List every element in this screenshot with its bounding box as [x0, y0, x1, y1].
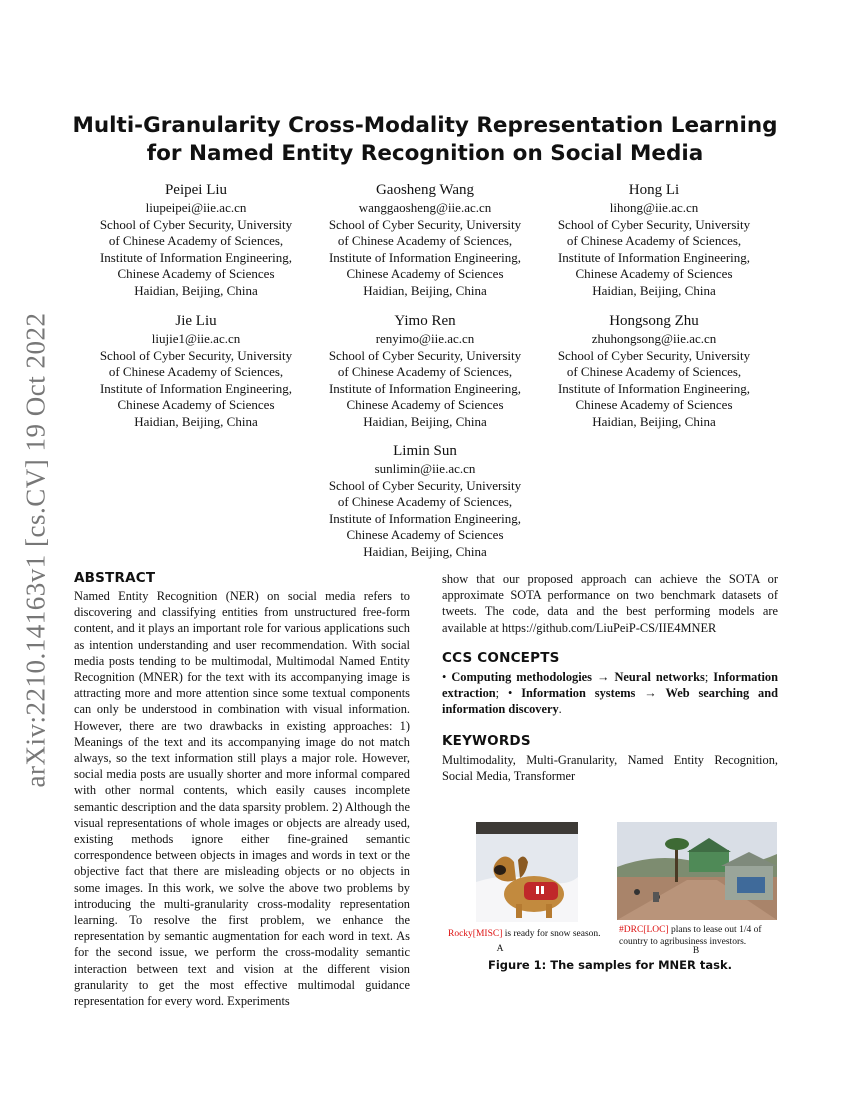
- author-affiliation-line: of Chinese Academy of Sciences,: [337, 494, 513, 509]
- keywords-text: Multimodality, Multi-Granularity, Named Entity Recognition, Social Media, Transformer: [442, 753, 778, 784]
- author-affiliation-line: Haidian, Beijing, China: [363, 413, 487, 429]
- paper-title: [60, 112, 790, 168]
- author-affiliation-line: Haidian, Beijing, China: [134, 413, 258, 429]
- author-affiliation-line: Haidian, Beijing, China: [363, 282, 487, 298]
- abstract-continued: show that our proposed approach can achieve the SOTA or approximate SOTA performance on two benchmark datasets of tweets. The code, data and the best performing models are available at https://github.com/LiuPeiP-CS/IIE4MNER: [442, 572, 778, 635]
- keywords-heading: KEYWORDS: [442, 733, 531, 749]
- author-affiliation-line: of Chinese Academy of Sciences,: [337, 233, 513, 248]
- author-email: zhuhongsong@iie.ac.cn: [591, 331, 717, 346]
- author-block: [80, 180, 312, 299]
- author-affiliation-line: School of Cyber Security, University: [328, 477, 522, 493]
- author-block: [538, 311, 770, 430]
- ccs-term: Computing methodologies: [451, 670, 592, 684]
- author-affiliation-line: of Chinese Academy of Sciences,: [566, 364, 742, 379]
- author-name: Peipei Liu: [164, 182, 228, 198]
- ccs-concepts-text: [442, 669, 778, 718]
- author-block: [309, 180, 541, 299]
- author-affiliation-line: Institute of Information Engineering,: [99, 249, 293, 265]
- entity-tag: Rocky[MISC]: [448, 929, 503, 939]
- author-affiliation-line: of Chinese Academy of Sciences,: [566, 233, 742, 248]
- ccs-term: Information extraction: [442, 670, 778, 701]
- ccs-separator: ; •: [495, 686, 522, 701]
- author-email: liupeipei@iie.ac.cn: [145, 200, 247, 215]
- author-affiliation-line: Institute of Information Engineering,: [328, 510, 522, 526]
- author-affiliation-line: School of Cyber Security, University: [328, 347, 522, 363]
- author-affiliation-line: Chinese Academy of Sciences: [575, 397, 733, 412]
- author-email: lihong@iie.ac.cn: [609, 200, 699, 215]
- author-name: Yimo Ren: [394, 313, 456, 329]
- author-email: liujie1@iie.ac.cn: [151, 331, 241, 346]
- author-affiliation-line: Institute of Information Engineering,: [557, 380, 751, 396]
- ccs-arrow: →: [635, 686, 666, 701]
- ccs-term: Web searching and information discovery: [442, 686, 779, 717]
- ccs-term: Information systems: [521, 686, 636, 701]
- author-block: [80, 311, 312, 430]
- author-affiliation-line: School of Cyber Security, University: [99, 216, 293, 232]
- author-email: wanggaosheng@iie.ac.cn: [358, 200, 492, 215]
- author-email: renyimo@iie.ac.cn: [375, 331, 475, 346]
- author-name: Gaosheng Wang: [375, 182, 475, 198]
- ccs-separator: ;: [704, 670, 714, 684]
- abstract-heading: ABSTRACT: [74, 570, 156, 586]
- figure-a-label: A: [496, 944, 504, 954]
- author-affiliation-line: Institute of Information Engineering,: [328, 380, 522, 396]
- author-affiliation-line: Haidian, Beijing, China: [592, 413, 716, 429]
- ccs-arrow: →: [592, 670, 615, 684]
- figure-a-image: [476, 822, 578, 922]
- author-affiliation-line: Institute of Information Engineering,: [328, 249, 522, 265]
- author-name: Limin Sun: [393, 443, 457, 459]
- title-line-1: Multi-Granularity Cross-Modality Representation Learning: [72, 113, 778, 138]
- author-affiliation-line: Chinese Academy of Sciences: [117, 266, 275, 281]
- author-affiliation-line: Chinese Academy of Sciences: [117, 397, 275, 412]
- ccs-heading: CCS CONCEPTS: [442, 650, 560, 666]
- figure-b-image: [617, 822, 777, 920]
- author-name: Jie Liu: [175, 313, 217, 329]
- author-affiliation-line: School of Cyber Security, University: [99, 347, 293, 363]
- author-affiliation-line: Haidian, Beijing, China: [134, 282, 258, 298]
- author-email: sunlimin@iie.ac.cn: [374, 461, 476, 476]
- caption-text: is ready for snow season.: [502, 929, 601, 939]
- figure-b-label: B: [692, 946, 700, 956]
- author-affiliation-line: Chinese Academy of Sciences: [346, 527, 504, 542]
- author-affiliation-line: Institute of Information Engineering,: [99, 380, 293, 396]
- author-affiliation-line: Chinese Academy of Sciences: [575, 266, 733, 281]
- dog-in-snow-illustration: [476, 822, 578, 922]
- author-affiliation-line: Institute of Information Engineering,: [557, 249, 751, 265]
- author-name: Hongsong Zhu: [609, 313, 699, 329]
- figure-b-caption: [619, 925, 779, 948]
- street-scene-illustration: [617, 822, 777, 920]
- ccs-end: .: [558, 702, 562, 717]
- author-affiliation-line: Haidian, Beijing, China: [363, 543, 487, 559]
- author-affiliation-line: Chinese Academy of Sciences: [346, 397, 504, 412]
- author-block: [538, 180, 770, 299]
- figure-a-caption: [448, 929, 608, 941]
- arxiv-sidebar: [6, 300, 66, 800]
- author-block: [309, 441, 541, 560]
- author-affiliation-line: School of Cyber Security, University: [557, 347, 751, 363]
- author-affiliation-line: Chinese Academy of Sciences: [346, 266, 504, 281]
- arxiv-identifier: arXiv:2210.14163v1 [cs.CV] 19 Oct 2022: [20, 312, 51, 788]
- author-name: Hong Li: [628, 182, 680, 198]
- title-line-2: for Named Entity Recognition on Social Media: [146, 141, 704, 166]
- author-affiliation-line: of Chinese Academy of Sciences,: [108, 364, 284, 379]
- author-affiliation-line: Haidian, Beijing, China: [592, 282, 716, 298]
- ccs-term: Neural networks: [614, 670, 705, 684]
- author-block: [309, 311, 541, 430]
- entity-tag: #DRC[LOC]: [619, 925, 669, 935]
- caption-text: plans to lease out 1/4 of country to agribusiness investors.: [619, 925, 762, 947]
- author-affiliation-line: of Chinese Academy of Sciences,: [337, 364, 513, 379]
- author-affiliation-line: of Chinese Academy of Sciences,: [108, 233, 284, 248]
- ccs-bullet: •: [442, 670, 452, 684]
- author-affiliation-line: School of Cyber Security, University: [328, 216, 522, 232]
- figure-1-caption: Figure 1: The samples for MNER task.: [487, 958, 733, 972]
- abstract-body: Named Entity Recognition (NER) on social media refers to discovering and classifying entities from unstructured free-form content, and it plays an important role for various applications such as intention understanding and user recommendation. With social media posts tending to be multimodal, Multimodal Named Entity Recognition (MNER) for the text with its accompanying image is attracting more and more attention since some textual components can only be understood in combination with visual information. However, there are two drawbacks in existing approaches: 1) Meanings of the text and its accompanying image do not match always, so the text information still plays a major role. However, social media posts are usually shorter and more informal compared with other normal contents, which easily causes incomplete semantic description and the data sparsity problem. 2) Although the visual representations of whole images or objects are already used, existing methods ignore either fine-grained semantic correspondence between objects in images and words in text or the objective fact that there are misleading objects or no objects in some images. In this work, we solve the above two problems by introducing the multi-granularity cross-modality representation learning. To resolve the first problem, we enhance the representation by semantic augmentation for each word in text. As for the second issue, we perform the cross-modality semantic interaction between text and vision at the different vision granularity to get the most effective multimodal guidance representation for every word. Experiments: [74, 589, 410, 1009]
- author-affiliation-line: School of Cyber Security, University: [557, 216, 751, 232]
